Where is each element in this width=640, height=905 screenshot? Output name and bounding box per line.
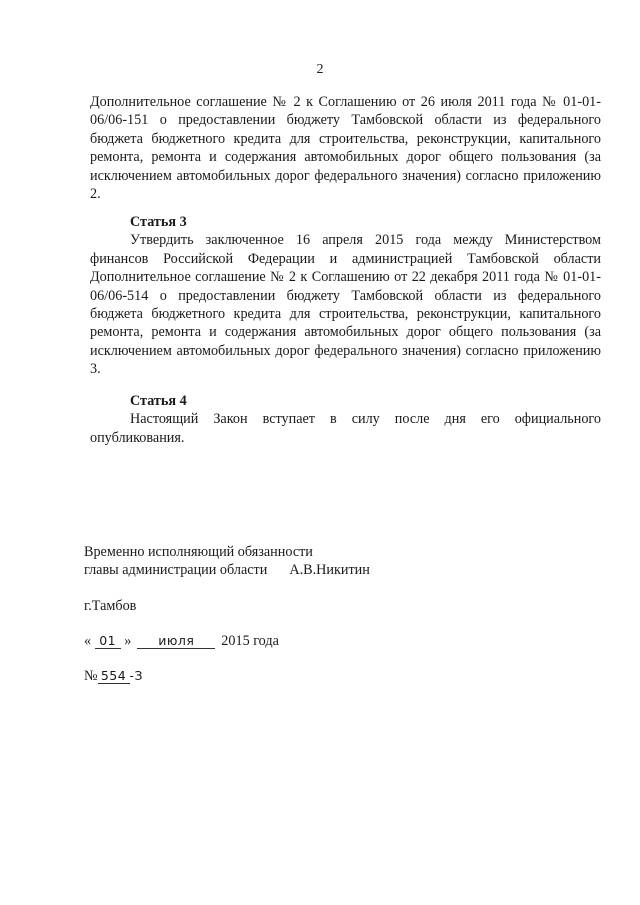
law-number-prefix: № [84,668,98,684]
law-number-value: 554 [98,668,130,684]
city: г.Тамбов [84,598,137,614]
signatory-title-line1: Временно исполняющий обязанности [84,544,313,560]
date-year: 2015 года [221,633,279,649]
page-number: 2 [316,62,324,77]
intro-paragraph: Дополнительное соглашение № 2 к Соглашению от 26 июля 2011 года № 01-01-06/06-151 о предоставлении бюджету Тамбовской области из федерального бюджета бюджетного кредита для строительства, реконструкции, капитального ремонта, ремонта и содержания автомобильных дорог общего пользования (за исключением автомобильных дорог федерального значения) согласно приложению 2. [90,94,601,203]
signatory-line2 [84,561,370,579]
signatory-name: А.В.Никитин [289,562,370,578]
article-4-text: Настоящий Закон вступает в силу после дня его официального опубликования. [90,411,601,446]
date-day: 01 [95,633,121,649]
date-month: июля [137,633,215,649]
date-line [84,632,279,650]
article-4 [90,392,601,447]
intro-paragraph-block [90,93,601,203]
date-close-quote: » [124,633,132,649]
article-3-heading: Статья 3 [130,214,187,230]
article-3-text: Утвердить заключенное 16 апреля 2015 года между Министерством финансов Российской Федерации и администрацией Тамбовской области Дополнительное соглашение № 2 к Соглашению от 22 декабря 2011 года № 01-01-06/06-514 о предоставлении бюджету Тамбовской области из федерального бюджета бюджетного кредита для строительства, реконструкции, капитального ремонта, ремонта и содержания автомобильных дорог общего пользования (за исключением автомобильных дорог федерального значения) согласно приложению 3. [90,232,601,378]
signatory-title-line2: главы администрации области [84,562,268,578]
date-open-quote: « [84,633,92,649]
article-3 [90,213,601,379]
article-4-heading: Статья 4 [130,393,187,409]
law-number-suffix: -З [129,668,144,683]
law-number-line [84,667,143,685]
